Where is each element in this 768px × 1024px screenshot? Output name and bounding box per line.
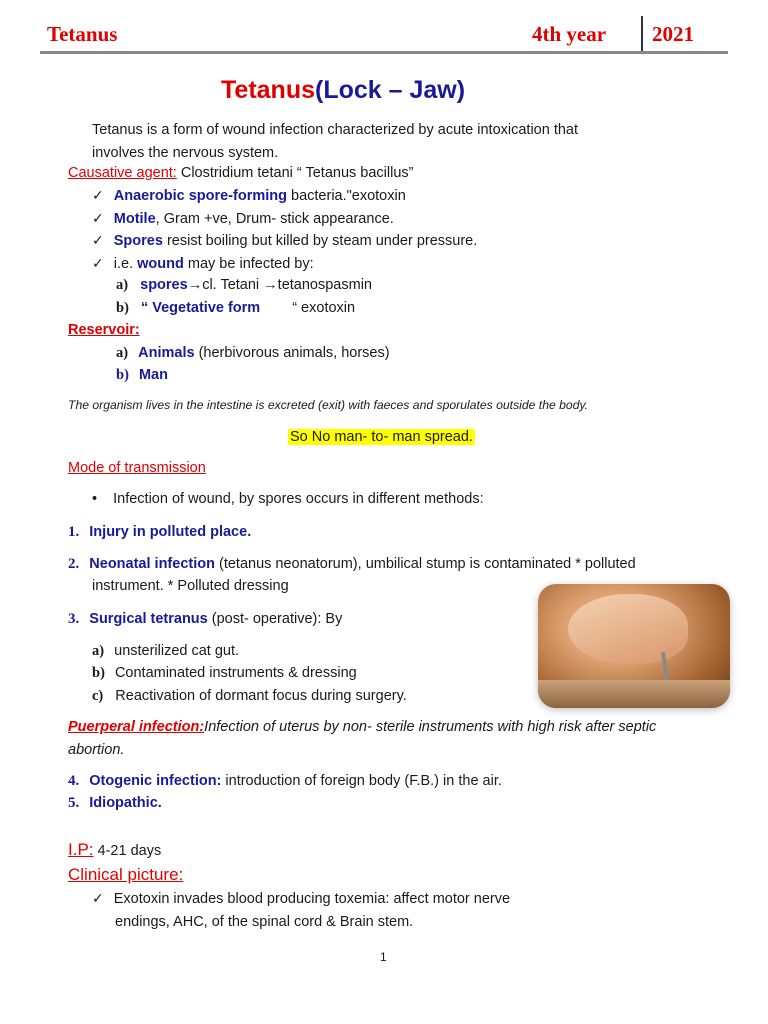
no-spread-highlight — [288, 429, 475, 445]
check-icon: ✓ — [92, 891, 104, 907]
item-bold: Injury in polluted place. — [89, 524, 252, 540]
mode-label: Mode of transmission — [68, 460, 206, 476]
title-main: Tetanus — [221, 76, 315, 104]
clinical-check — [92, 891, 510, 907]
item-bold: Surgical tetranus — [89, 611, 208, 627]
intro-line-2: involves the nervous system. — [92, 145, 279, 161]
check-bold: wound — [137, 256, 184, 272]
sub-letter: a) — [92, 643, 105, 659]
title-sub: (Lock – Jaw) — [315, 76, 466, 104]
sub-bold: Animals — [138, 345, 195, 361]
header-year-label: 4th year — [532, 22, 607, 46]
sub-text: →cl. Tetani →tetanospasmin — [187, 277, 372, 293]
check-icon: ✓ — [92, 188, 104, 204]
puerperal-continuation: abortion. — [68, 742, 125, 758]
item-bold: Neonatal infection — [89, 556, 215, 572]
ip-line — [68, 840, 161, 860]
check-text: bacteria."exotoxin — [286, 188, 406, 204]
surgical-sub — [92, 665, 357, 682]
item-text: introduction of foreign body (F.B.) in the air. — [221, 773, 502, 789]
check-item — [92, 211, 394, 227]
check-bold: Spores — [113, 233, 163, 249]
item-number: 3. — [68, 611, 80, 627]
sub-item-a — [116, 277, 372, 294]
clinical-label: Clinical picture: — [68, 865, 184, 884]
header-divider — [641, 16, 643, 52]
sub-letter: b) — [92, 665, 105, 681]
sub-letter: a) — [116, 345, 129, 361]
causative-agent-line — [68, 165, 414, 181]
causative-text: Clostridium tetani “ Tetanus bacillus” — [176, 165, 414, 181]
mode-bullet — [92, 491, 484, 507]
mode-item — [68, 524, 251, 541]
header-year: 2021 — [652, 22, 694, 46]
ip-label: I.P: — [68, 840, 94, 859]
sub-text: “ exotoxin — [292, 300, 356, 316]
sub-letter: a) — [116, 277, 129, 293]
check-item — [92, 188, 406, 204]
mode-item — [68, 556, 636, 573]
header-rule — [40, 51, 728, 54]
page-title — [221, 76, 465, 105]
sub-letter: b) — [116, 300, 129, 316]
item-number: 4. — [68, 773, 80, 789]
reservoir-label: Reservoir: — [68, 322, 140, 338]
foot-nail-photo — [538, 584, 730, 708]
clinical-text: Exotoxin invades blood producing toxemia: affect motor nerve — [113, 891, 511, 907]
foot-shape — [568, 594, 688, 664]
mode-item-continuation: instrument. * Polluted dressing — [92, 578, 289, 594]
check-text: , Gram +ve, Drum- stick appearance. — [155, 211, 394, 227]
no-spread-text: So No man- to- man spread. — [290, 429, 473, 445]
check-item — [92, 233, 477, 249]
reservoir-item — [116, 367, 168, 384]
bullet-icon: • — [92, 491, 98, 507]
reservoir-item — [116, 345, 390, 362]
causative-label: Causative agent: — [68, 165, 177, 181]
mode-item — [68, 795, 162, 812]
clinical-continuation: endings, AHC, of the spinal cord & Brain stem. — [115, 914, 414, 930]
sub-bold: Man — [138, 367, 168, 383]
item-number: 5. — [68, 795, 80, 811]
item-text: (tetanus neonatorum), umbilical stump is contaminated * polluted — [214, 556, 636, 572]
mode-item — [68, 611, 342, 628]
check-bold: Anaerobic spore-forming — [113, 188, 287, 204]
check-icon: ✓ — [92, 211, 104, 227]
sub-letter: c) — [92, 688, 104, 704]
sub-bold: “ Vegetative form — [140, 300, 261, 316]
sub-text: unsterilized cat gut. — [114, 643, 240, 659]
sub-item-b — [116, 300, 355, 317]
check-icon: ✓ — [92, 256, 104, 272]
intro-line-1: Tetanus is a form of wound infection characterized by acute intoxication that — [92, 122, 579, 138]
sub-letter: b) — [116, 367, 129, 383]
check-pre: i.e. — [113, 256, 138, 272]
item-text: (post- operative): By — [207, 611, 343, 627]
sub-bold: spores — [140, 277, 188, 293]
puerperal-text: Infection of uterus by non- sterile instruments with high risk after septic — [204, 719, 657, 735]
bullet-text: Infection of wound, by spores occurs in different methods: — [113, 491, 484, 507]
check-text: resist boiling but killed by steam under pressure. — [162, 233, 478, 249]
organism-note: The organism lives in the intestine is excreted (exit) with faeces and sporulates outside the body. — [68, 398, 589, 412]
check-text: may be infected by: — [183, 256, 314, 272]
sub-text: Reactivation of dormant focus during surgery. — [115, 688, 407, 704]
puerperal-line — [68, 719, 656, 735]
mode-item — [68, 773, 502, 790]
surgical-sub — [92, 688, 407, 705]
page-number: 1 — [380, 950, 387, 964]
ground-shape — [538, 680, 730, 708]
item-number: 1. — [68, 524, 80, 540]
item-bold: Otogenic infection: — [89, 773, 222, 789]
check-icon: ✓ — [92, 233, 104, 249]
sub-text: Contaminated instruments & dressing — [114, 665, 357, 681]
check-bold: Motile — [113, 211, 156, 227]
item-number: 2. — [68, 556, 80, 572]
surgical-sub — [92, 643, 239, 660]
ip-text: 4-21 days — [93, 843, 162, 859]
item-bold: Idiopathic. — [89, 795, 162, 811]
header-subject: Tetanus — [47, 22, 118, 46]
sub-text: (herbivorous animals, horses) — [194, 345, 390, 361]
puerperal-label: Puerperal infection: — [68, 719, 205, 735]
check-item — [92, 256, 314, 272]
